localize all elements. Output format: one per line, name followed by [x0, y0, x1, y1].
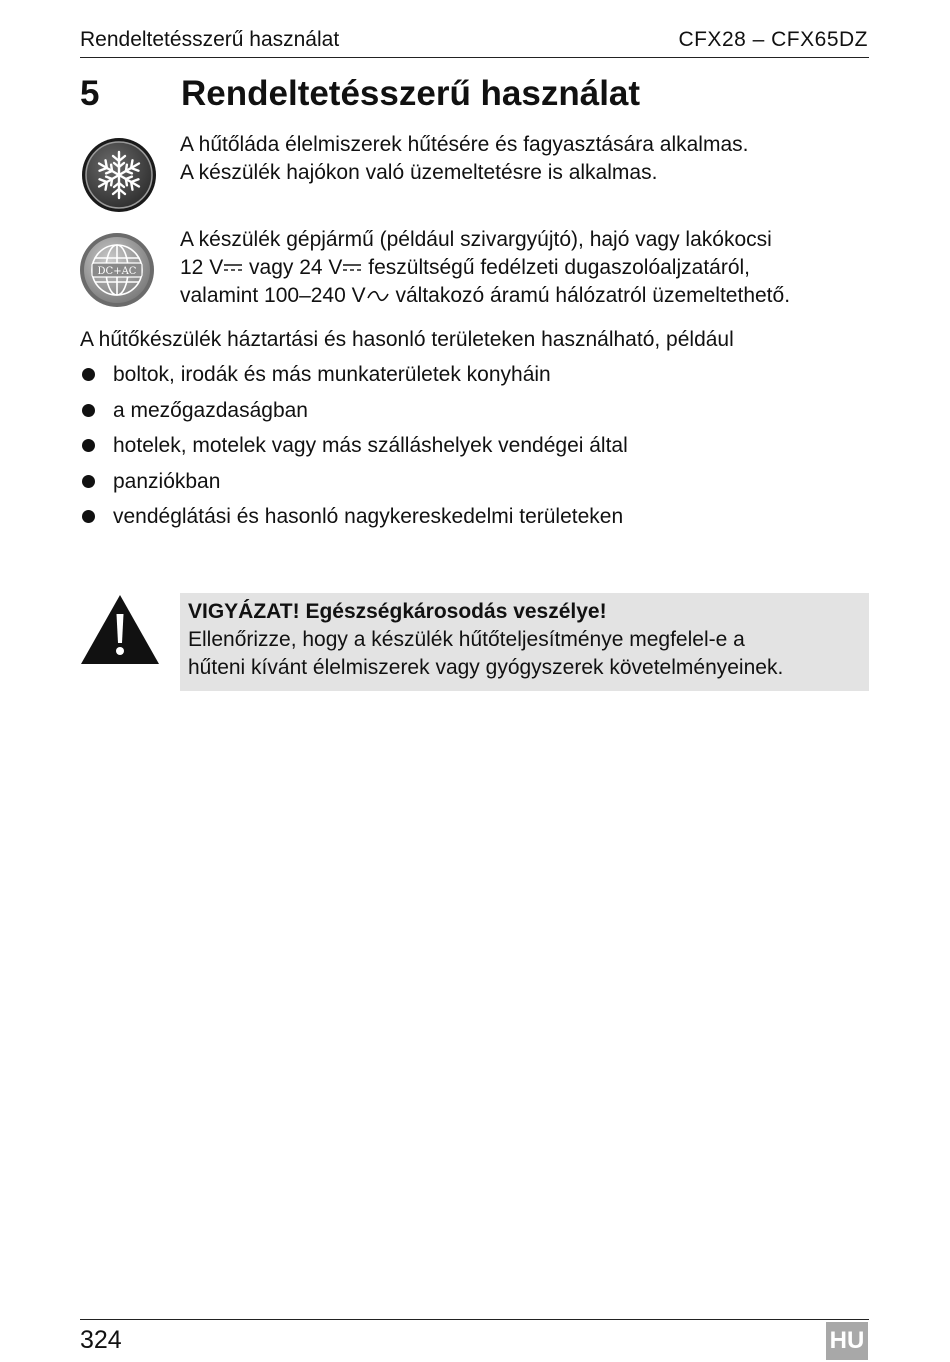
warning-line-2: hűteni kívánt élelmiszerek vagy gyógyszerek követelményeinek. — [188, 656, 784, 679]
bullet-icon — [82, 510, 95, 523]
dc-symbol-icon — [223, 261, 243, 275]
warning-triangle-icon — [80, 594, 160, 666]
intro-line-1: A hűtőláda élelmiszerek hűtésére és fagyasztására alkalmas. — [180, 133, 749, 156]
dc-symbol-icon — [342, 261, 362, 275]
warning-title: VIGYÁZAT! Egészségkárosodás veszélye! — [188, 600, 607, 623]
power-line-2 — [180, 254, 750, 282]
header-divider — [80, 57, 869, 58]
ac-symbol-icon — [366, 289, 390, 303]
section-number: 5 — [80, 74, 100, 113]
list-item: panziókban — [80, 468, 628, 504]
list-item: hotelek, motelek vagy más szálláshelyek vendégei által — [80, 432, 628, 468]
warning-line-1: Ellenőrizze, hogy a készülék hűtőteljesítménye megfelel-e a — [188, 628, 745, 651]
power-line-3-text: váltakozó áramú hálózatról üzemeltethető. — [389, 284, 791, 307]
voltage-24v: vagy 24 V — [243, 256, 343, 279]
bullet-icon — [82, 368, 95, 381]
running-header-title: Rendeltetésszerű használat — [80, 28, 340, 51]
list-item: vendéglátási és hasonló nagykereskedelmi területeken — [80, 503, 628, 539]
list-item: a mezőgazdaságban — [80, 397, 628, 433]
bullet-icon — [82, 439, 95, 452]
running-header-model: CFX28 – CFX65DZ — [678, 28, 868, 51]
dc-ac-globe-icon — [79, 232, 155, 308]
bullet-icon — [82, 404, 95, 417]
voltage-ac: valamint 100–240 V — [180, 284, 366, 307]
dc-ac-label: DC+AC — [97, 266, 137, 277]
power-line-2-text: feszültségű fedélzeti dugaszolóaljzatáról, — [362, 256, 751, 279]
voltage-12v: 12 V — [180, 256, 224, 279]
section-title: Rendeltetésszerű használat — [181, 74, 641, 113]
language-badge: HU — [826, 1322, 868, 1360]
power-line-1: A készülék gépjármű (például szivargyújtó), hajó vagy lakókocsi — [180, 228, 772, 251]
usage-list — [80, 361, 628, 539]
page-number: 324 — [80, 1326, 122, 1354]
power-line-3 — [180, 282, 790, 310]
usage-intro: A hűtőkészülék háztartási és hasonló területeken használható, például — [80, 328, 734, 351]
snowflake-icon — [81, 137, 157, 213]
intro-line-2: A készülék hajókon való üzemeltetésre is alkalmas. — [180, 161, 658, 184]
bullet-icon — [82, 475, 95, 488]
footer-divider — [80, 1319, 869, 1320]
list-item: boltok, irodák és más munkaterületek konyháin — [80, 361, 628, 397]
